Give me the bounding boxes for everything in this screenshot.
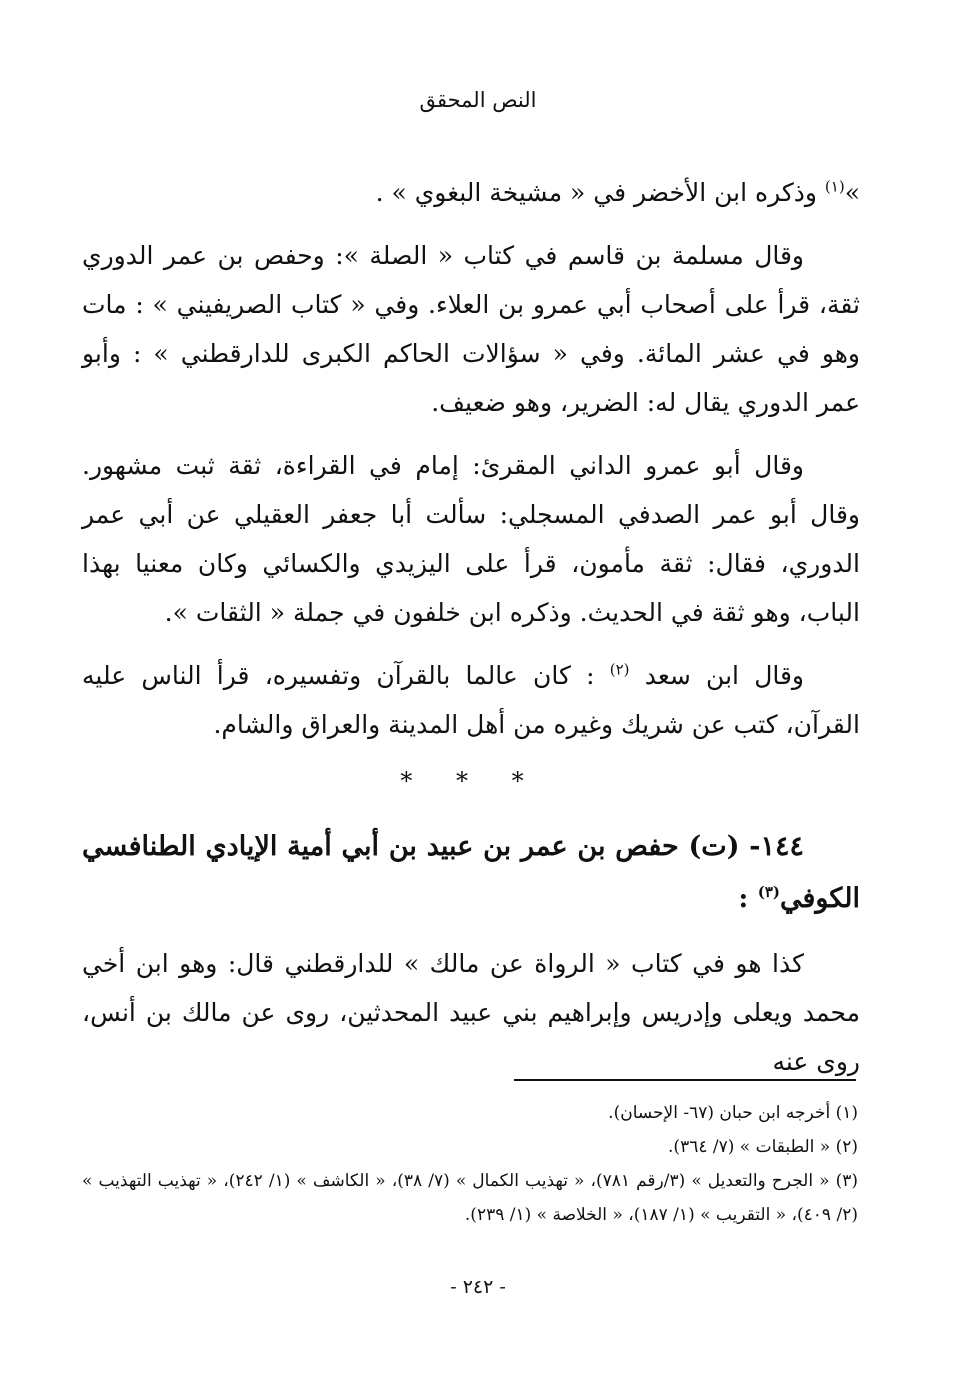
- paragraph-4-text-after: : كان عالما بالقرآن وتفسيره، قرأ الناس عليه القرآن، كتب عن شريك وغيره من أهل المدينة والعراق والشام.: [82, 661, 860, 739]
- entry-heading-tail: :: [738, 883, 758, 914]
- footnote-ref-2: (٢): [609, 660, 630, 679]
- entry-heading: [82, 821, 860, 925]
- footnote-ref-1: (١): [824, 177, 845, 196]
- main-text: [82, 168, 860, 1100]
- paragraph-4-text-before: وقال ابن سعد: [629, 661, 805, 690]
- paragraph-3: وقال أبو عمرو الداني المقرئ: إمام في القراءة، ثقة ثبت مشهور. وقال أبو عمر الصدفي المسجلي: سألت أبا جعفر العقيلي عن أبي عمر الدوري، فقال: ثقة مأمون، قرأ على اليزيدي والكسائي وكان معنيا بهذا الباب، وهو ثقة في الحديث. وذكره ابن خلفون في جملة « الثقات ».: [82, 451, 860, 627]
- footnote-2: (٢) « الطبقات » (٧/ ٣٦٤).: [668, 1137, 858, 1157]
- paragraph-5: كذا هو في كتاب « الرواة عن مالك » للدارقطني قال: وهو ابن أخي محمد ويعلى وإدريس وإبراهيم بني عبيد المحدثين، روى عن مالك بن أنس، روى عنه: [82, 949, 860, 1076]
- paragraph-4: [82, 651, 860, 749]
- section-separator: * * *: [400, 767, 542, 795]
- paragraph-2: وقال مسلمة بن قاسم في كتاب « الصلة »: وحفص بن عمر الدوري ثقة، قرأ على أصحاب أبي عمرو بن العلاء. وفي « كتاب الصريفيني » : مات وهو في عشر المائة. وفي « سؤالات الحاكم الكبرى للدارقطني » : وأبو عمر الدوري يقال له: الضرير، وهو ضعيف.: [82, 241, 860, 417]
- footnote-ref-3: (٣): [757, 883, 780, 901]
- entry-heading-text: ١٤٤- (ت) حفص بن عمر بن عبيد بن أبي أمية الإيادي الطنافسي الكوفي: [82, 831, 860, 914]
- page-number: - ٢٤٢ -: [450, 1276, 506, 1298]
- footnote-divider: [514, 1079, 856, 1081]
- footnote-3: (٣) « الجرح والتعديل » (٣/رقم ٧٨١)، « تهذيب الكمال » (٧/ ٣٨)، « الكاشف » (١/ ٢٤٢)، « تهذيب التهذيب » (٢/ ٤٠٩)، « التقريب » (١/ ١٨٧)، « الخلاصة » (١/ ٢٣٩).: [82, 1171, 859, 1225]
- paragraph-1: [82, 168, 860, 217]
- footnotes: [82, 1096, 858, 1232]
- footnote-1: (١) أخرجه ابن حبان (٦٧- الإحسان).: [608, 1103, 858, 1123]
- paragraph-1-text: وذكره ابن الأخضر في « مشيخة البغوي » .: [375, 178, 825, 207]
- running-title: النص المحقق: [419, 88, 537, 112]
- closing-quote-mark: »: [844, 178, 860, 207]
